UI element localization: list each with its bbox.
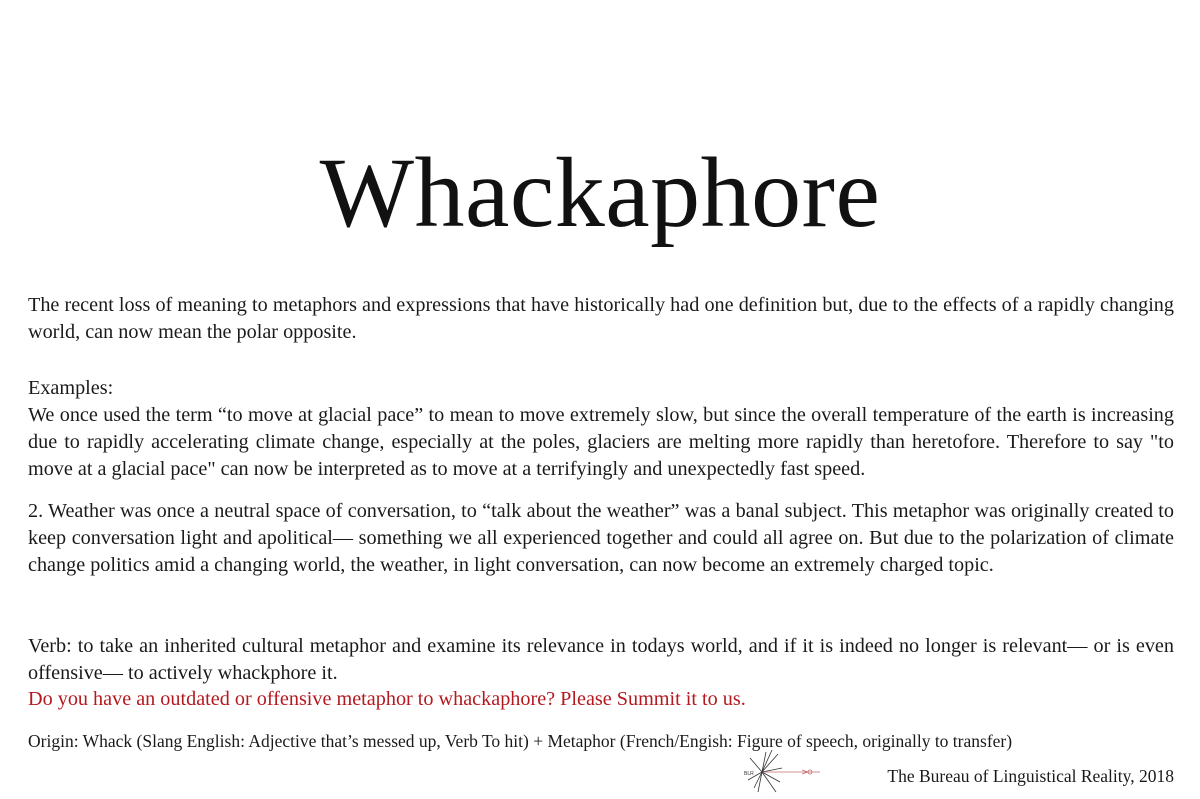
page-title: Whackaphore [319,137,881,248]
example-2-paragraph: 2. Weather was once a neutral space of conversation, to “talk about the weather” was a banal subject. This metaphor was originally created to keep conversation light and apolitical— something we all experienced together and could all agree on. But due to the polarization of climate change politics amid a changing world, the weather, in light conversation, can now become an extremely charged topic. [28,500,1174,576]
verb-definition-paragraph: Verb: to take an inherited cultural metaphor and examine its relevance in todays world, and if it is indeed no longer is relevant— or is even offensive— to actively whackphore it. [28,635,1174,684]
examples-heading: Examples: [28,377,114,399]
definition-paragraph: The recent loss of meaning to metaphors and expressions that have historically had one definition but, due to the effects of a rapidly changing world, can now mean the polar opposite. [28,294,1174,343]
svg-text:BLR: BLR [744,771,754,777]
origin-paragraph: Origin: Whack (Slang English: Adjective that’s messed up, Verb To hit) + Metaphor (French/Engish: Figure of speech, originally to transfer) [28,731,1013,751]
example-1-paragraph: We once used the term “to move at glacial pace” to mean to move extremely slow, but since the overall temperature of the earth is increasing due to rapidly accelerating climate change, especially at the poles, glaciers are melting more rapidly than heretofore. Therefore to say "to move at a glacial pace" can now be interpreted as to move at a terrifyingly and unexpectedly fast speed. [28,404,1174,480]
starburst-compass-icon [742,748,834,796]
submission-callout: Do you have an outdated or offensive metaphor to whackaphore? Please Summit it to us. [28,688,746,710]
signature: The Bureau of Linguistical Reality, 2018 [887,766,1174,786]
